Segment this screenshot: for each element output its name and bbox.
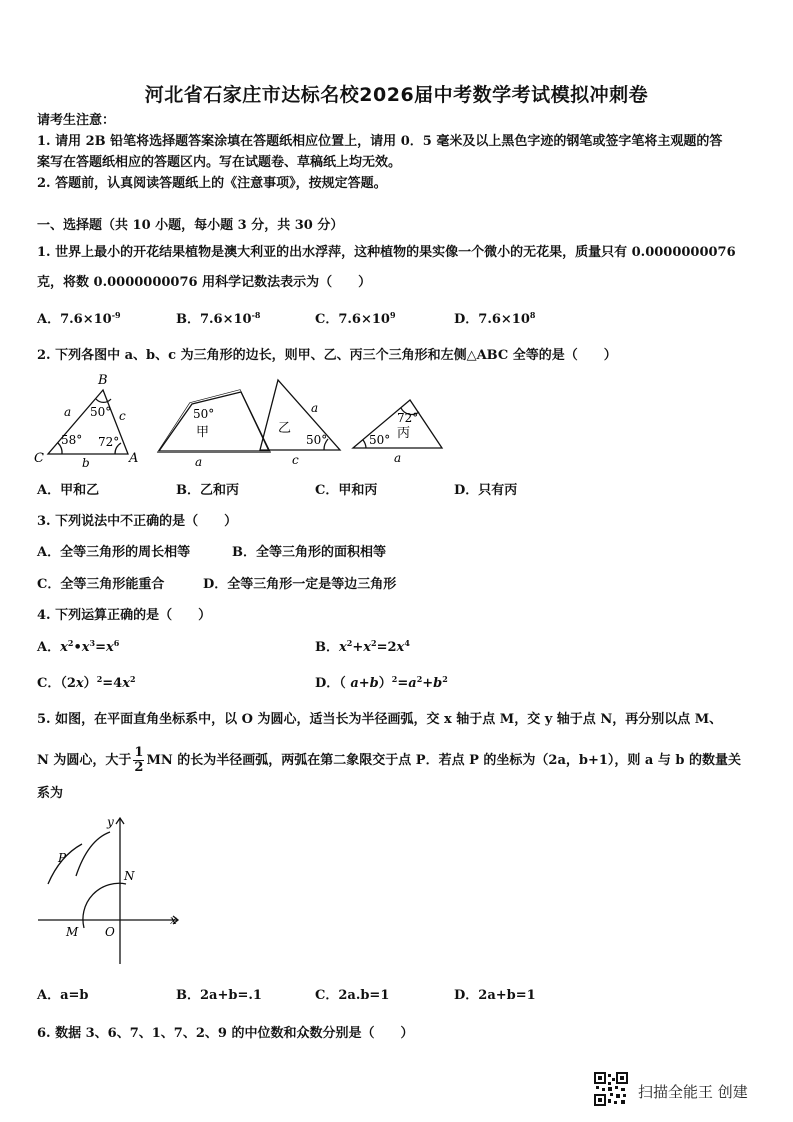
- q5-stem-line-2: N 为圆心，大于 $\frac{1}{2}$ MN 的长为半径画弧，两弧在第二象限交于点 P．若点 P 的坐标为（2a，b+1），则 a 与 b 的数量关: [37, 745, 742, 775]
- triangle-yi: [260, 380, 340, 450]
- label-side-a: a: [64, 405, 72, 419]
- label-side-c: c: [119, 409, 126, 423]
- q2-option-b: B．乙和丙: [176, 483, 239, 498]
- q3-option-d: D．全等三角形一定是等边三角形: [203, 577, 397, 592]
- q5-option-d: D．2a+b=1: [454, 988, 536, 1003]
- qr-code-icon: [594, 1072, 628, 1106]
- label-yi-side-c: c: [292, 453, 299, 467]
- label-vertex-b: B: [98, 373, 108, 388]
- label-vertex-a: A: [129, 451, 139, 466]
- label-jia-side: a: [195, 455, 203, 469]
- q5-coordinate-figure: [30, 812, 190, 970]
- q5-stem-line-1: 5. 如图，在平面直角坐标系中，以 O 为圆心，适当长为半径画弧，交 x 轴于点 M，交 y 轴于点 N，再分别以点 M、: [37, 712, 723, 727]
- label-vertex-c: C: [34, 451, 44, 466]
- q3-option-a: A．全等三角形的周长相等: [37, 545, 191, 560]
- arc-from-n: [76, 832, 110, 876]
- q4-option-d: D．（ $a+b)^2=a^2+b^2$: [315, 674, 448, 691]
- q2-option-d: D．只有丙: [454, 483, 518, 498]
- q4-option-c: C．$(2x)^2=4x^2$: [37, 674, 136, 691]
- q4-stem: 4. 下列运算正确的是（ ）: [37, 608, 212, 623]
- label-y: y: [107, 815, 114, 829]
- page-title: 河北省石家庄市达标名校2026届中考数学考试模拟冲刺卷: [144, 84, 649, 106]
- scanner-watermark: [594, 1072, 784, 1112]
- q1-option-b: B．$7.6\times 10^{-8}$: [176, 310, 261, 327]
- label-o: O: [105, 925, 115, 939]
- q5-option-a: A．a=b: [37, 988, 89, 1003]
- label-yi-side-a: a: [311, 401, 319, 415]
- label-jia-name: 甲: [196, 425, 210, 440]
- q2-option-a: A．甲和乙: [37, 483, 100, 498]
- label-bing-name: 丙: [397, 426, 411, 441]
- q1-stem-line-2: 克，将数 0.0000000076 用科学记数法表示为（ ）: [37, 275, 372, 290]
- q3-option-b: B．全等三角形的面积相等: [232, 545, 386, 560]
- label-yi-angle: 50°: [306, 433, 328, 447]
- notice-line-1b: 案写在答题纸相应的答题区内。写在试题卷、草稿纸上均无效。: [37, 155, 402, 170]
- label-m: M: [66, 925, 79, 939]
- notice-line-1a: 1. 请用 2B 铅笔将选择题答案涂填在答题纸相应位置上，请用 0．5 毫米及以上黑色字迹的钢笔或签字笔将主观题的答: [37, 134, 723, 149]
- label-x: x: [170, 913, 177, 927]
- label-bing-angle-72: 72°: [397, 411, 419, 425]
- label-angle-58: 58°: [61, 433, 83, 447]
- label-yi-name: 乙: [278, 421, 292, 436]
- q4-option-a: A．$x^2•x^3=x^6$: [37, 638, 120, 655]
- q6-stem: 6. 数据 3、6、7、1、7、2、9 的中位数和众数分别是（ ）: [37, 1026, 414, 1041]
- notice-line-2: 2. 答题前，认真阅读答题纸上的《注意事项》，按规定答题。: [37, 176, 387, 191]
- label-side-b: b: [82, 456, 90, 470]
- q5-stem-line-3: 系为: [37, 786, 64, 801]
- label-bing-side: a: [394, 451, 402, 465]
- q1-option-c: C．$7.6\times 10^9$: [315, 310, 396, 327]
- q5-fraction: $\frac{1}{2}$: [134, 745, 144, 775]
- label-n: N: [124, 869, 135, 883]
- q4-option-b: B．$x^2+x^2=2x^4$: [315, 638, 410, 655]
- section-heading: 一、选择题（共 10 小题，每小题 3 分，共 30 分）: [37, 218, 344, 233]
- notice-heading: 请考生注意：: [37, 113, 116, 128]
- label-bing-angle-50: 50°: [369, 433, 391, 447]
- q2-option-c: C．甲和丙: [315, 483, 378, 498]
- q1-option-d: D．$7.6\times 10^8$: [454, 310, 536, 327]
- q2-stem: 2. 下列各图中 a、b、c 为三角形的边长，则甲、乙、丙三个三角形和左侧△ABC 全等的是（ ）: [37, 348, 617, 363]
- q3-option-c: C．全等三角形能重合: [37, 577, 165, 592]
- q2-triangles-figure: [30, 370, 450, 470]
- q5-option-c: C．2a.b=1: [315, 988, 390, 1003]
- q1-stem-line-1: 1. 世界上最小的开花结果植物是澳大利亚的出水浮萍，这种植物的果实像一个微小的无花果，质量只有 0.0000000076: [37, 245, 736, 260]
- label-angle-72: 72°: [98, 435, 120, 449]
- q3-stem: 3. 下列说法中不正确的是（ ）: [37, 514, 238, 529]
- label-jia-angle: 50°: [193, 407, 215, 421]
- label-p: P: [58, 851, 67, 865]
- q1-option-a: A．$7.6\times 10^{-9}$: [37, 310, 121, 327]
- q5-option-b: B．2a+b=.1: [176, 988, 262, 1003]
- watermark-text: 扫描全能王 创建: [638, 1083, 748, 1101]
- label-angle-50: 50°: [90, 405, 112, 419]
